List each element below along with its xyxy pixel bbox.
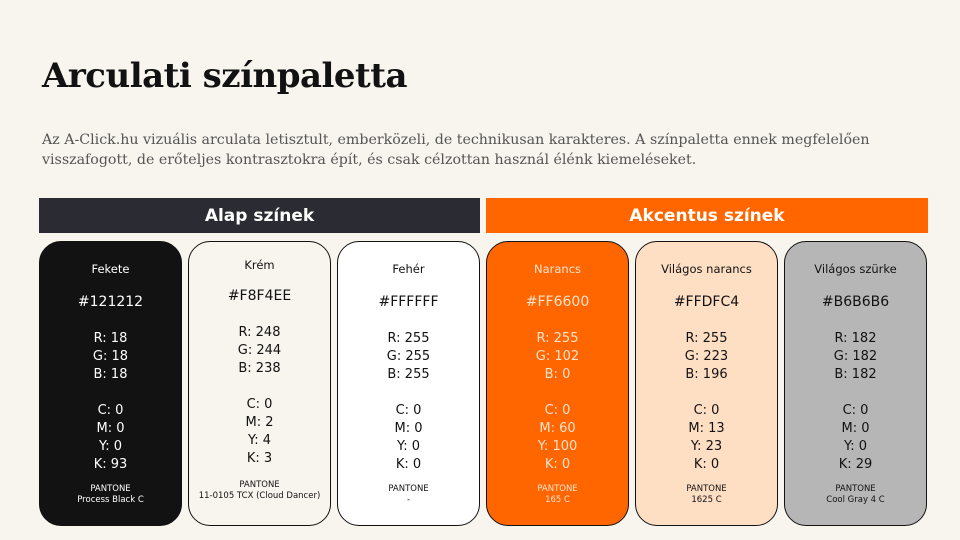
color-rgb <box>636 330 777 384</box>
rgb-b: B: 255 <box>387 367 430 382</box>
cmyk-k: K: 29 <box>838 457 873 472</box>
color-rgb <box>40 330 181 384</box>
color-hex: #121212 <box>77 294 144 310</box>
pantone-code: Cool Gray 4 C <box>826 495 885 505</box>
rgb-r: R: 18 <box>93 331 128 346</box>
rgb-r: R: 255 <box>536 331 579 346</box>
color-pantone <box>48 484 173 506</box>
accent-colors-header: Akcentus színek <box>486 198 928 233</box>
color-pantone <box>346 484 471 506</box>
pantone-label: PANTONE <box>537 484 578 494</box>
color-pantone <box>197 480 322 502</box>
rgb-b: B: 238 <box>238 361 281 376</box>
cmyk-m: M: 13 <box>688 421 725 436</box>
pantone-code: Process Black C <box>77 495 144 505</box>
cmyk-y: Y: 4 <box>248 433 271 448</box>
color-hex: #FFDFC4 <box>673 294 740 310</box>
rgb-g: G: 102 <box>535 349 580 364</box>
cmyk-c: C: 0 <box>842 403 869 418</box>
color-cmyk <box>189 396 330 468</box>
rgb-r: R: 248 <box>238 325 281 340</box>
cmyk-c: C: 0 <box>544 403 571 418</box>
color-cmyk <box>40 402 181 474</box>
rgb-b: B: 196 <box>685 367 728 382</box>
rgb-b: B: 0 <box>544 367 571 382</box>
color-name: Világos szürke <box>814 262 897 276</box>
color-pantone <box>793 484 918 506</box>
color-name: Fehér <box>392 262 425 276</box>
intro-paragraph: Az A-Click.hu vizuális arculata letisztult, emberközeli, de technikusan karakteres. A színpaletta ennek megfelelően visszafogott, de erőteljes kontrasztokra épít, és csak célzottan használ élénk kiemeléseket. <box>42 132 870 168</box>
cmyk-y: Y: 0 <box>397 439 420 454</box>
pantone-label: PANTONE <box>835 484 876 494</box>
rgb-r: R: 255 <box>685 331 728 346</box>
pantone-code: - <box>406 495 411 505</box>
color-card-orange <box>486 241 629 526</box>
color-name: Narancs <box>533 262 582 276</box>
color-rgb <box>189 324 330 378</box>
cmyk-y: Y: 100 <box>537 439 578 454</box>
cmyk-m: M: 0 <box>841 421 870 436</box>
cmyk-c: C: 0 <box>97 403 124 418</box>
pantone-label: PANTONE <box>388 484 429 494</box>
pantone-label: PANTONE <box>90 484 131 494</box>
color-cmyk <box>338 402 479 474</box>
rgb-g: G: 182 <box>833 349 878 364</box>
color-pantone <box>644 484 769 506</box>
cmyk-k: K: 3 <box>246 451 273 466</box>
color-cmyk <box>636 402 777 474</box>
cmyk-m: M: 2 <box>245 415 274 430</box>
color-card-light-orange <box>635 241 778 526</box>
rgb-g: G: 223 <box>684 349 729 364</box>
color-name: Fekete <box>91 262 130 276</box>
color-name: Krém <box>244 258 275 272</box>
rgb-b: B: 18 <box>93 367 128 382</box>
pantone-label: PANTONE <box>686 484 727 494</box>
cmyk-y: Y: 23 <box>690 439 723 454</box>
color-card-black <box>39 241 182 526</box>
cmyk-k: K: 0 <box>544 457 571 472</box>
cmyk-k: K: 93 <box>93 457 128 472</box>
color-card-cream <box>188 241 331 526</box>
color-hex: #FFFFFF <box>378 294 439 310</box>
cmyk-c: C: 0 <box>246 397 273 412</box>
pantone-code: 11-0105 TCX (Cloud Dancer) <box>198 491 321 501</box>
cmyk-y: Y: 0 <box>99 439 122 454</box>
rgb-g: G: 244 <box>237 343 282 358</box>
pantone-code: 1625 C <box>691 495 722 505</box>
color-rgb <box>487 330 628 384</box>
cmyk-c: C: 0 <box>395 403 422 418</box>
rgb-b: B: 182 <box>834 367 877 382</box>
cmyk-y: Y: 0 <box>844 439 867 454</box>
pantone-code: 165 C <box>545 495 570 505</box>
cmyk-m: M: 0 <box>96 421 125 436</box>
page-title: Arculati színpaletta <box>42 56 407 96</box>
color-cmyk <box>785 402 926 474</box>
color-hex: #B6B6B6 <box>821 294 890 310</box>
color-hex: #F8F4EE <box>227 288 292 304</box>
rgb-g: G: 255 <box>386 349 431 364</box>
color-hex: #FF6600 <box>525 294 590 310</box>
color-rgb <box>338 330 479 384</box>
pantone-label: PANTONE <box>239 480 280 490</box>
base-colors-header: Alap színek <box>39 198 480 233</box>
cmyk-k: K: 0 <box>395 457 422 472</box>
color-card-white <box>337 241 480 526</box>
color-card-light-gray <box>784 241 927 526</box>
color-pantone <box>495 484 620 506</box>
cmyk-m: M: 60 <box>539 421 576 436</box>
cmyk-k: K: 0 <box>693 457 720 472</box>
cmyk-c: C: 0 <box>693 403 720 418</box>
rgb-g: G: 18 <box>92 349 129 364</box>
rgb-r: R: 255 <box>387 331 430 346</box>
rgb-r: R: 182 <box>834 331 877 346</box>
color-cmyk <box>487 402 628 474</box>
color-name: Világos narancs <box>661 262 752 276</box>
color-rgb <box>785 330 926 384</box>
cmyk-m: M: 0 <box>394 421 423 436</box>
